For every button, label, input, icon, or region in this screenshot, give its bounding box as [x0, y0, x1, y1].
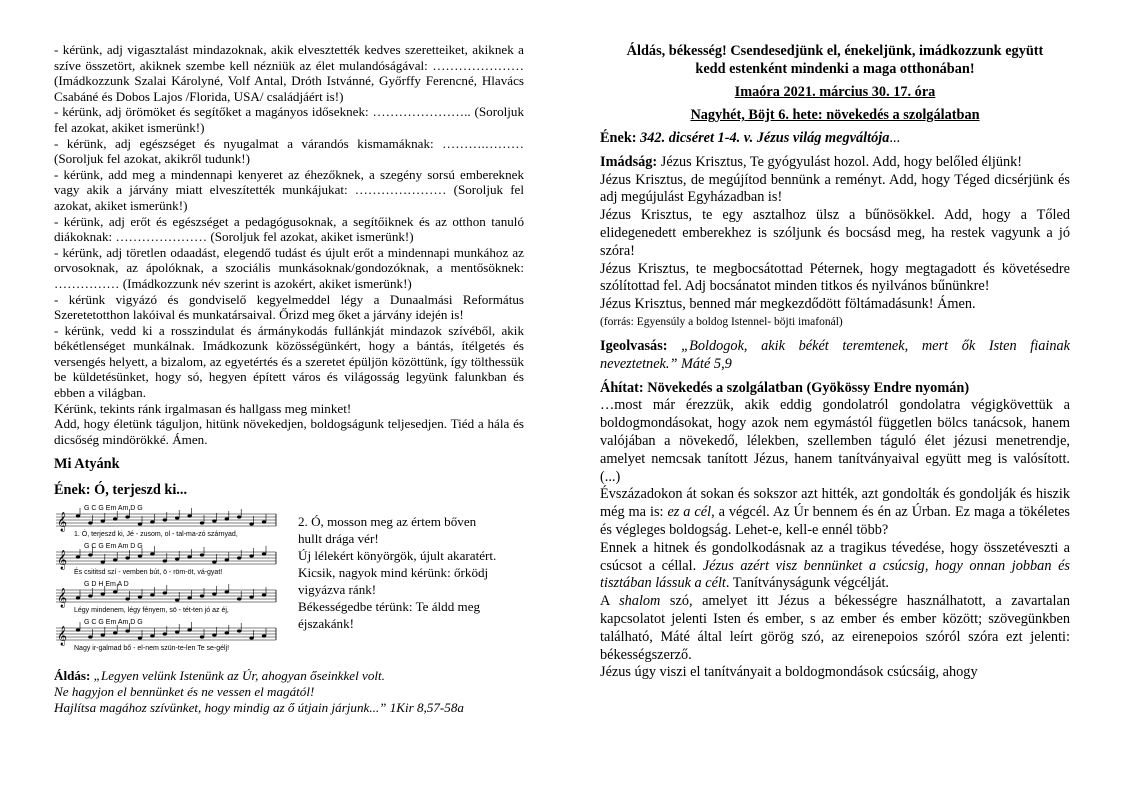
song-block: [54, 503, 524, 658]
note-head: [237, 557, 241, 560]
note-head: [88, 636, 92, 639]
note-head: [225, 632, 229, 635]
prayer-line: Jézus Krisztus, Te gyógyulást hozol. Add, hogy belőled éljünk!: [660, 153, 1023, 170]
prayer-line: Jézus Krisztus, benned már megkezdődött föltámadásunk! Ámen.: [600, 296, 976, 313]
mi-atyank-heading: Mi Atyánk: [54, 456, 120, 473]
hymn-label: Ének:: [600, 130, 637, 146]
note-head: [249, 637, 253, 640]
note-head: [125, 516, 129, 519]
note-head: [249, 555, 253, 558]
note-head: [76, 597, 80, 600]
note-head: [212, 520, 216, 523]
note-head: [88, 554, 92, 557]
reading-text: „Boldogok, akik békét teremtenek, mert ők Isten fiainak neveztetnek.” Máté 5,9: [600, 337, 1070, 372]
note-head: [88, 595, 92, 598]
note-head: [175, 517, 179, 520]
verse-line: 2. Ó, mosson meg az értem bőven: [298, 514, 477, 530]
prayer-item: Add, hogy életünk táguljon, hitünk növekedjen, boldogságunk teljesedjen. Tiéd a hála és dicsőség mindörökké. Ámen.: [54, 416, 524, 447]
note-head: [187, 515, 191, 518]
note-head: [150, 553, 154, 556]
chord-symbols: G D H Em A D: [84, 581, 129, 589]
prayer-label: Imádság:: [600, 153, 658, 170]
note-head: [249, 596, 253, 599]
devotion-paragraph: …most már érezzük, akik eddig gondolatról gondolatra végigkövettük a boldogmondásokat, hogy azok nem egymástól független bölcs tanácsok, hanem valójában a növekedő, lélekben, szellemben táguló élet jézusi menetrendje, amelyet nemcsak tanított Jézus, hanem tanítványaival együtt meg is valósított. (...): [600, 397, 1070, 485]
prayer-item: - kérünk, adj egészséget és nyugalmat a várandós kismamáknak: ……….……… (Soroljuk fel azokat, akikről tudunk!): [54, 135, 524, 167]
note-head: [138, 596, 142, 599]
source-note: (forrás: Egyensúly a boldog Istennel- böjti imafonál): [600, 315, 843, 328]
devotion-section: [600, 379, 1070, 682]
text-span: Ennek a hitnek és gondolkodásnak az a tragikus tévedése, hogy összetéveszti a csúcsot a céllal.: [600, 539, 1070, 574]
note-head: [212, 634, 216, 637]
prayer-hour-date: Imaóra 2021. március 30. 17. óra: [734, 84, 936, 100]
page-title: Áldás, békesség! Csendesedjünk el, énekeljünk, imádkozzunk együtt: [626, 43, 1044, 59]
prayer-item: - kérünk, vedd ki a rosszindulat és ármánykodás fullánkját mindazok szívéből, akik békétlenséget munkálnak. Imádkozunk közösségünkért, hogy a bántás, ítélgetés és versengés helyett, a bizalom, az egyetértés és a szeretet épüljön közöttünk, így tölthessük be küldetésünket, hogy só, hegyen épített város és világosság legyünk falunkban és ebben a világban.: [54, 322, 524, 401]
lyrics-line: 1. Ó, terjeszd ki, Jé - zusom, ol - tal-ma-zó szárnyad,: [74, 531, 238, 539]
note-head: [163, 592, 167, 595]
note-head: [237, 630, 241, 633]
note-head: [125, 598, 129, 601]
verse-line: hullt drága vér!: [298, 531, 379, 547]
prayer-line: Jézus Krisztus, de megújítod bennünk a reményt. Add, hogy Téged dicsérjünk és adj megújulást Egyházadban is!: [600, 171, 1070, 206]
note-head: [113, 518, 117, 521]
italic-span: shalom: [619, 593, 661, 610]
prayer-list: [54, 42, 524, 447]
devotion-paragraph: [600, 593, 1070, 664]
note-head: [200, 522, 204, 525]
note-head: [150, 521, 154, 524]
treble-clef-icon: 𝄞: [57, 626, 68, 646]
note-head: [138, 555, 142, 558]
verse-line: Kicsik, nagyok mind kérünk: őrködj: [298, 565, 489, 581]
verse-2: [298, 513, 496, 658]
note-head: [262, 521, 266, 524]
note-head: [138, 637, 142, 640]
blessing-label: Áldás:: [54, 668, 91, 684]
text-span: . Tanítványságunk végcélját.: [725, 575, 889, 592]
hymn-tail: ...: [889, 130, 901, 146]
hymn-text: 342. dicséret 1-4. v. Jézus világ megváltója: [640, 130, 890, 146]
note-head: [237, 598, 241, 601]
prayer-section: [600, 154, 1070, 332]
text-span: Évszázadokon át sokan és sokszor azt hitték, azt gondolták és gondolják és hiszik még ma is:: [600, 486, 1070, 521]
lyrics-line: És csititsd szí - vemben bút, ö - röm-öt, vá-gyat!: [74, 569, 223, 577]
song-heading: Ének: Ó, terjeszd ki...: [54, 482, 188, 499]
lyrics-line: Légy mindenem, légy fényem, sö - tét-ten jó az éj,: [74, 607, 229, 615]
note-head: [212, 561, 216, 564]
lyrics-line: Nagy ir-galmad bő - el-nem szün-te-len Te se-gélj!: [74, 645, 230, 653]
text-span: , a végcél. Az Úr bennem és én az Úrban. Ez maga a tökéletes és végleges boldogság. Lehet-e, kell-e ennél több?: [600, 504, 1070, 538]
blessing-block: [54, 668, 524, 715]
verse-line: Békességedbe térünk: Te áldd meg: [298, 599, 481, 615]
note-head: [225, 518, 229, 521]
chord-symbols: G C G Em Am D G: [84, 543, 143, 551]
note-head: [163, 633, 167, 636]
note-head: [187, 597, 191, 600]
prayer-item: - kérünk, adj vigasztalást mindazoknak, akik elvesztették kedves szeretteiket, akiknek a szíve összetört, akiknek szembe kell nézniük az élet mulandóságával: ………………… (Imádkozzunk Szalai Károlyné, Volf Antal, Dróth Istvánné, Győrffy Ferencné, Hlavács Csabáné és Dobos Lajos /Florida, USA/ családjáért is!): [54, 42, 524, 104]
text-span: A: [600, 593, 610, 610]
devotion-paragraph: [600, 486, 1070, 539]
chord-symbols: G C G Em Am D G: [84, 619, 143, 627]
note-head: [113, 591, 117, 594]
reading-section: [600, 338, 1070, 374]
note-head: [101, 520, 105, 523]
verse-line: vigyázva ránk!: [298, 582, 377, 598]
note-head: [163, 560, 167, 563]
reading-label: Igeolvasás:: [600, 337, 668, 354]
treble-clef-icon: 𝄞: [57, 512, 68, 532]
note-head: [262, 594, 266, 597]
note-head: [262, 635, 266, 638]
note-head: [200, 636, 204, 639]
prayer-item: Kérünk, tekints ránk irgalmasan és hallgass meg minket!: [54, 400, 352, 416]
note-head: [101, 561, 105, 564]
note-head: [212, 593, 216, 596]
note-head: [76, 556, 80, 559]
note-head: [113, 559, 117, 562]
blessing-line: Hajlítsa magához szívünket, hogy mindig az ő útjain járjunk...”: [54, 699, 387, 715]
prayer-item: - kérünk, adj örömöket és segítőket a magányos időseknek: ………………….. (Soroljuk fel azokat, akiket ismerünk!): [54, 104, 524, 135]
treble-clef-icon: 𝄞: [57, 588, 68, 608]
prayer-item: - kérünk, adj töretlen odaadást, elegendő tudást és újult erőt a mindennapi munkához az orvosoknak, az ápolóknak, a szociális munkásoknak/gondozóknak, a mentősöknek: …………… (Imádkozzunk név szerint is azokért, akiket ismerünk!): [54, 244, 524, 291]
note-head: [200, 554, 204, 557]
right-column: [600, 42, 1070, 682]
note-head: [163, 519, 167, 522]
week-heading: Nagyhét, Böjt 6. hete: növekedés a szolgálatban: [690, 107, 980, 123]
note-head: [262, 553, 266, 556]
note-head: [101, 634, 105, 637]
page-subtitle: kedd estenként mindenki a maga otthonában!: [695, 61, 975, 77]
staff: [56, 581, 276, 614]
treble-clef-icon: 𝄞: [57, 550, 68, 570]
note-head: [225, 591, 229, 594]
title-block: [600, 42, 1070, 124]
note-head: [175, 631, 179, 634]
note-head: [175, 558, 179, 561]
staff: [56, 543, 276, 576]
blessing-ref: 1Kir 8,57-58a: [389, 699, 464, 715]
note-head: [150, 635, 154, 638]
music-score: [54, 503, 280, 658]
prayer-item: - kérünk, add meg a mindennapi kenyeret az éhezőknek, a szegény sorsú embereknek vagy akik a járvány miatt elveszítették munkájukat: ………………… (Soroljuk fel azokat, akiket ismerünk!): [54, 166, 524, 213]
left-column: [54, 42, 524, 715]
prayer-line: Jézus Krisztus, te megbocsátottad Péternek, hogy megtagadott és követésedre szólítottad fel. Adj bocsánatot minden titkos és nyilvános bűnünkre!: [600, 260, 1070, 295]
verse-line: Új lélekért könyörgök, újult akaratért.: [298, 548, 497, 564]
italic-span: Jézus azért visz bennünket a csúcsig, hogy onnan jobban és tisztában lássuk a célt: [600, 557, 1070, 592]
hymn-line: [600, 130, 1070, 148]
note-head: [175, 599, 179, 602]
note-head: [150, 594, 154, 597]
note-head: [237, 516, 241, 519]
chord-symbols: G C G Em Am D G: [84, 505, 143, 513]
devotion-paragraph: Jézus úgy viszi el tanítványait a boldogmondások csúcsáig, ahogy: [600, 664, 978, 681]
note-head: [125, 630, 129, 633]
italic-span: ez a cél: [667, 504, 712, 521]
note-head: [187, 629, 191, 632]
note-head: [249, 523, 253, 526]
staff: [56, 619, 276, 652]
blessing-line: Ne hagyjon el bennünket és ne vessen el magától!: [54, 684, 315, 700]
verse-line: éjszakánk!: [298, 616, 354, 632]
note-head: [200, 595, 204, 598]
note-head: [88, 522, 92, 525]
prayer-item: - kérünk vigyázó és gondviselő kegyelmeddel légy a Dunaalmási Református Szeretetotthon lakóival és munkatársaival. Őrizd meg őket a járvány idején is!: [54, 291, 524, 323]
note-head: [76, 515, 80, 518]
note-head: [225, 559, 229, 562]
note-head: [113, 632, 117, 635]
note-head: [187, 556, 191, 559]
note-head: [138, 523, 142, 526]
note-head: [76, 629, 80, 632]
prayer-item: - kérünk, adj erőt és egészséget a pedagógusoknak, a segítőiknek és az otthon tanuló diákoknak: ………………… (Soroljuk fel azokat, akiket ismerünk!): [54, 213, 524, 245]
devotion-title: Áhítat: Növekedés a szolgálatban (Gyökössy Endre nyomán): [600, 380, 970, 397]
note-head: [125, 557, 129, 560]
blessing-line: „Legyen velünk Istenünk az Úr, ahogyan őseinkkel volt.: [93, 668, 385, 684]
prayer-line: Jézus Krisztus, te egy asztalhoz ülsz a bűnösökkel. Add, hogy a Tőled elidegenedett emberekhez is szóljunk és bocsásd meg, ha restek vagyunk a jó szóra!: [600, 207, 1070, 259]
text-span: szó, amelyet itt Jézus a békességre használhatott, a zavartalan kapcsolatot jelenti Isten és ember, s az ember és ember között; szövegünkben található, Máté által leírt görög szó, az eirenepoios szóról szóra ezt jelenti: békességszerző.: [600, 593, 1070, 663]
note-head: [101, 593, 105, 596]
devotion-paragraph: [600, 540, 1070, 593]
staff: [56, 505, 276, 538]
